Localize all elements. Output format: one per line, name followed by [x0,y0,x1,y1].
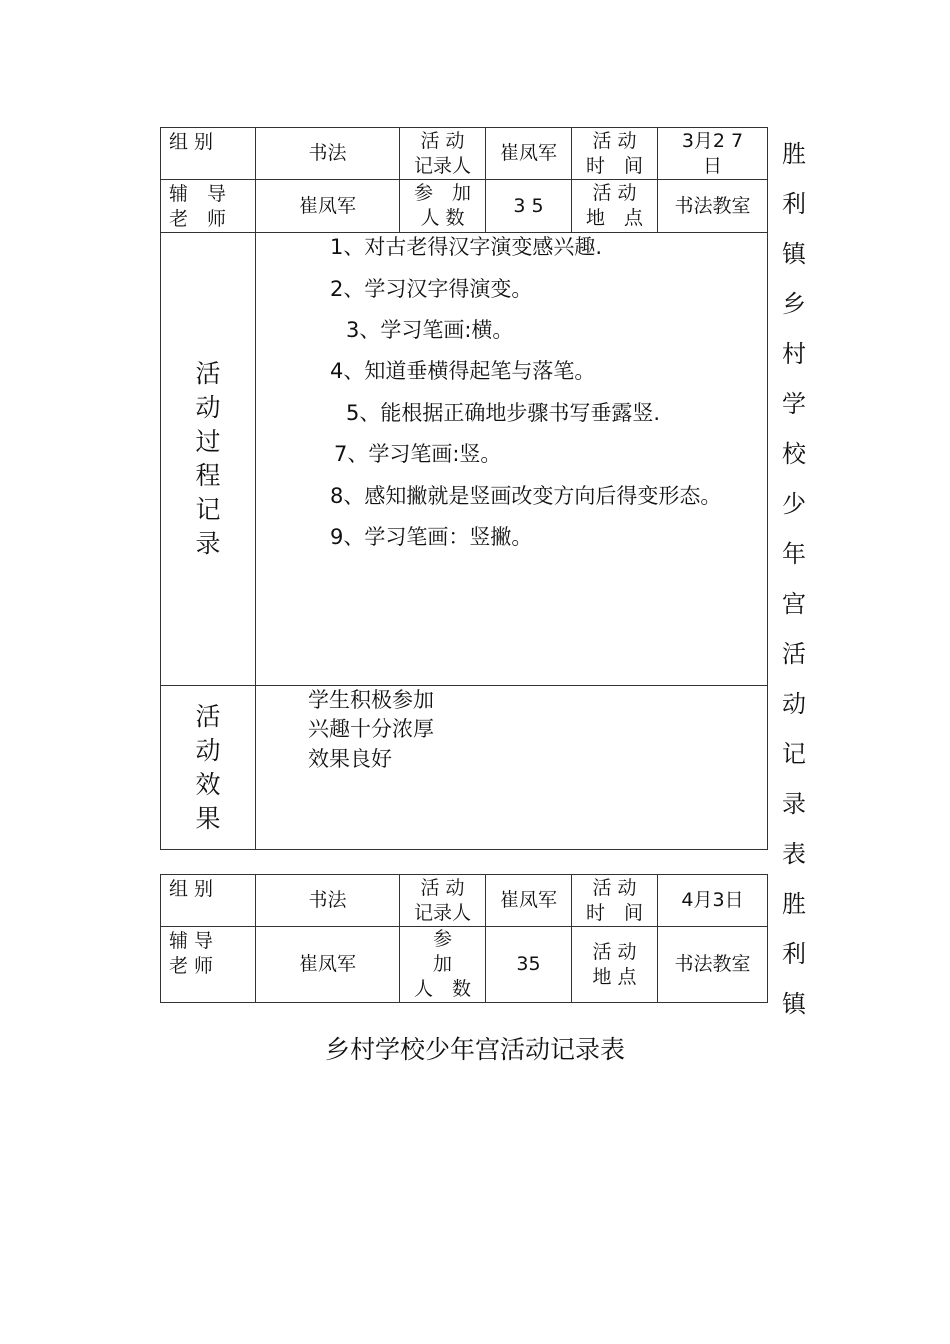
teacher-value: 崔凤军 [256,180,400,233]
process-item: 4、知道垂横得起笔与落笔。 [330,359,596,383]
time-value: 3月2 7 日 [658,128,768,180]
process-item: 2、学习汉字得演变。 [330,277,533,301]
count-value: 3 5 [486,180,572,233]
process-item: 7、学习笔画:竖。 [334,442,502,466]
side-char: 村 [782,340,806,368]
side-char: 利 [782,940,806,968]
place-value: 书法教室 [658,927,768,1003]
teacher-label: 辅 导 老 师 [161,180,256,233]
side-char: 镇 [782,240,806,268]
side-char: 镇 [782,990,806,1018]
place-label: 活 动 地 点 [572,180,658,233]
group-label: 组 别 [161,128,256,180]
effect-item: 学生积极参加 [308,688,434,712]
group-label: 组 别 [161,875,256,927]
side-char: 记 [782,740,806,768]
side-char: 胜 [782,890,806,918]
process-item: 9、学习笔画：竖撇。 [330,525,533,549]
process-item: 5、能根据正确地步骤书写垂露竖. [346,401,661,425]
side-char: 宫 [782,590,806,618]
effect-item: 效果良好 [308,747,392,771]
time-value: 4月3日 [658,875,768,927]
footer-title: 乡村学校少年宫活动记录表 [324,1035,625,1064]
place-value: 书法教室 [658,180,768,233]
side-char: 活 [782,640,806,668]
teacher-label: 辅 导 老 师 [161,927,256,1003]
side-char: 乡 [782,290,806,318]
place-label: 活 动 地 点 [572,927,658,1003]
time-label: 活 动 时 间 [572,875,658,927]
side-char: 表 [782,840,806,868]
recorder-label: 活 动 记录人 [400,128,486,180]
process-label: 活 动 过 程 记 录 [161,233,256,686]
side-char: 动 [782,690,806,718]
side-char: 少 [782,490,806,518]
effect-label: 活 动 效 果 [161,686,256,850]
count-label: 参 加 人 数 [400,180,486,233]
side-char: 校 [782,440,806,468]
process-item: 8、感知撇就是竖画改变方向后得变形态。 [330,484,722,508]
effect-item: 兴趣十分浓厚 [308,717,434,741]
process-item: 1、对古老得汉字演变感兴趣. [330,235,603,259]
group-value: 书法 [256,875,400,927]
side-char: 利 [782,190,806,218]
recorder-value: 崔凤军 [486,128,572,180]
side-char: 年 [782,540,806,568]
process-item: 3、学习笔画:横。 [346,318,514,342]
group-value: 书法 [256,128,400,180]
activity-record-table-2 [160,874,768,1003]
side-char: 学 [782,390,806,418]
side-char: 录 [782,790,806,818]
time-label: 活 动 时 间 [572,128,658,180]
count-label: 参 加 人 数 [400,927,486,1003]
recorder-label: 活 动 记录人 [400,875,486,927]
teacher-value: 崔凤军 [256,927,400,1003]
side-char: 胜 [782,140,806,168]
recorder-value: 崔凤军 [486,875,572,927]
count-value: 35 [486,927,572,1003]
